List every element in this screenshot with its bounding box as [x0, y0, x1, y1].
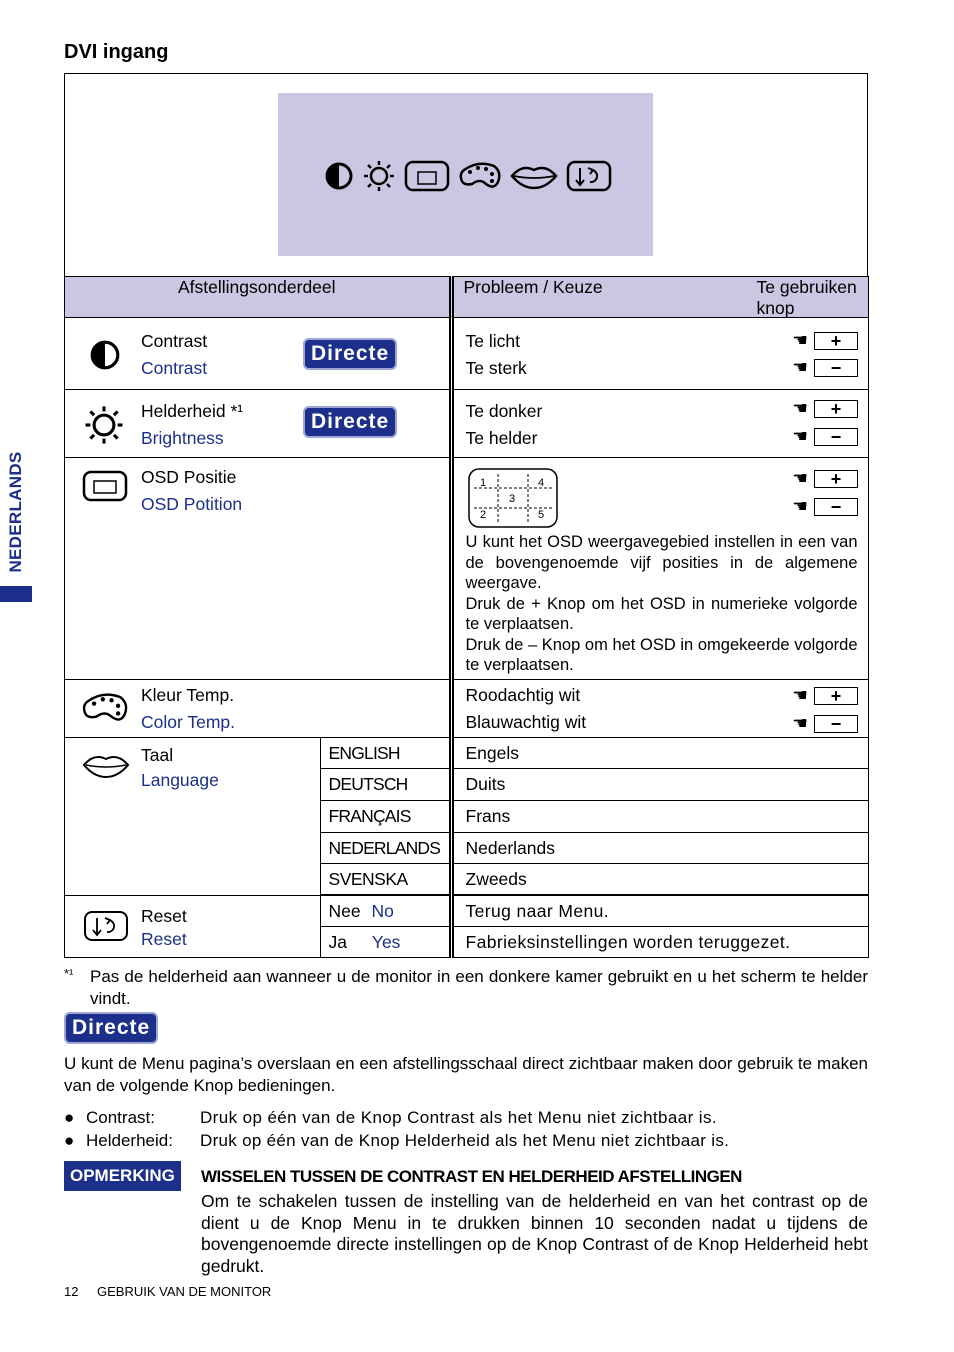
plus-button[interactable]: +	[814, 400, 858, 418]
language-option-nl: Zweeds	[451, 864, 869, 896]
pointing-hand-icon: ☚	[792, 426, 808, 446]
pointing-hand-icon: ☚	[792, 398, 808, 418]
language-option-nl: Engels	[451, 738, 869, 769]
direct-badge: Directe	[303, 338, 397, 370]
language-option-nl: Frans	[451, 801, 869, 833]
osd-description-minus: Druk de – Knop om het OSD in omgekeerde volgorde te verplaatsen.	[465, 635, 858, 674]
grid-pos-2: 2	[479, 509, 486, 521]
color-temp-icon	[81, 690, 129, 726]
pointing-hand-icon: ☚	[792, 685, 808, 705]
problem-text: Te licht	[465, 331, 520, 351]
osd-menu-preview	[278, 93, 653, 256]
side-tab-label: NEDERLANDS	[6, 451, 25, 573]
note-title: WISSELEN TUSSEN DE CONTRAST EN HELDERHEID AFSTELLINGEN	[201, 1167, 742, 1186]
problem-text: Te sterk	[465, 358, 527, 378]
reset-label-en: Reset	[141, 928, 187, 949]
brightness-problem-cell	[451, 390, 869, 458]
language-label-en: Language	[141, 770, 219, 790]
brightness-label-en: Brightness	[141, 428, 224, 448]
bullet-label: Contrast:	[86, 1108, 155, 1127]
contrast-problem-cell	[451, 318, 869, 390]
plus-button[interactable]: +	[814, 687, 858, 705]
footnote-text: Pas de helderheid aan wanneer u de monitor in een donkere kamer gebruikt en u het scherm te helder vindt.	[90, 967, 868, 1008]
reset-option-desc: Terug naar Menu.	[451, 895, 869, 927]
contrast-item-cell	[65, 318, 452, 390]
pointing-hand-icon: ☚	[792, 468, 808, 488]
grid-pos-3: 3	[508, 493, 515, 505]
table-row	[65, 318, 869, 390]
language-option[interactable]: SVENSKA	[320, 864, 451, 896]
grid-pos-5: 5	[537, 509, 544, 521]
plus-button[interactable]: +	[814, 470, 858, 488]
osd-item-cell	[65, 458, 452, 680]
language-icon	[81, 750, 131, 780]
language-option[interactable]: DEUTSCH	[320, 769, 451, 801]
pointing-hand-icon: ☚	[792, 330, 808, 350]
contrast-label-nl: Contrast	[141, 331, 208, 351]
language-icon	[510, 161, 558, 191]
grid-pos-4: 4	[537, 477, 544, 489]
footnote-mark: *¹	[64, 966, 74, 981]
reset-option-nl: Nee	[328, 900, 361, 921]
reset-option-yes[interactable]	[320, 927, 451, 958]
pointing-hand-icon: ☚	[792, 357, 808, 377]
reset-option-en: No	[371, 900, 394, 921]
bullet-list	[64, 1106, 729, 1152]
language-item-cell	[65, 738, 321, 896]
contrast-label-en: Contrast	[141, 358, 208, 378]
language-option[interactable]: NEDERLANDS	[320, 833, 451, 864]
pointing-hand-icon: ☚	[792, 496, 808, 516]
osd-problem-cell	[451, 458, 869, 680]
direct-badge: Directe	[303, 406, 397, 438]
minus-button[interactable]: −	[814, 715, 858, 733]
reset-icon	[81, 910, 131, 942]
osd-label-en: OSD Potition	[141, 494, 243, 514]
table-row	[65, 390, 869, 458]
table-row	[65, 738, 869, 769]
contrast-icon	[89, 339, 121, 371]
problem-text: Te helder	[465, 428, 538, 448]
bullet-text: Druk op één van de Knop Helderheid als het Menu niet zichtbaar is.	[200, 1131, 730, 1150]
brightness-item-cell	[65, 390, 452, 458]
section-title: DVI ingang	[64, 41, 169, 63]
osd-position-icon	[81, 470, 129, 502]
direct-paragraph: U kunt de Menu pagina’s overslaan en een afstellingsschaal direct zichtbaar maken door gebruik te maken van de volgende Knop bedieningen.	[64, 1054, 868, 1095]
reset-option-nl: Ja	[328, 931, 347, 952]
reset-option-desc: Fabrieksinstellingen worden teruggezet.	[451, 927, 869, 958]
problem-text: Te donker	[465, 401, 543, 421]
side-tab-marker	[0, 586, 32, 602]
bullet-text: Druk op één van de Knop Contrast als het Menu niet zichtbaar is.	[200, 1108, 717, 1127]
header-button: Te gebruiken knop	[756, 277, 857, 318]
table-row	[65, 680, 869, 738]
plus-button[interactable]: +	[814, 332, 858, 350]
language-option[interactable]: FRANÇAIS	[320, 801, 451, 833]
language-option[interactable]: ENGLISH	[320, 738, 451, 769]
note-badge: OPMERKING	[64, 1161, 181, 1191]
reset-option-no[interactable]	[320, 895, 451, 927]
minus-button[interactable]: −	[814, 359, 858, 377]
osd-description-plus: Druk de + Knop om het OSD in numerieke volgorde te verplaatsen.	[465, 594, 858, 633]
brightness-icon	[362, 159, 396, 193]
color-item-cell	[65, 680, 452, 738]
table-header-row	[65, 277, 869, 318]
grid-pos-1: 1	[479, 477, 486, 489]
problem-text: Roodachtig wit	[465, 685, 581, 705]
header-adjustment: Afstellingsonderdeel	[65, 277, 452, 318]
direct-badge: Directe	[64, 1012, 158, 1044]
osd-position-grid-icon	[468, 468, 558, 528]
page-number: 12	[64, 1284, 79, 1299]
minus-button[interactable]: −	[814, 498, 858, 516]
reset-icon	[566, 160, 612, 192]
list-item	[64, 1106, 729, 1129]
language-option-nl: Duits	[451, 769, 869, 801]
problem-text: Blauwachtig wit	[465, 712, 587, 732]
header-problem-button	[451, 277, 869, 318]
osd-position-icon	[404, 160, 450, 192]
brightness-label-nl: Helderheid *¹	[141, 401, 244, 421]
reset-item-cell	[65, 895, 321, 958]
note-text: Om te schakelen tussen de instelling van de helderheid en van het contrast op de dient u de Knop Menu in te drukken binnen 10 seconden nadat u tijdens de bovengenoemde directe instellingen op de Knop Contrast of de Knop Helderheid hebt gedrukt.	[201, 1191, 868, 1276]
bullet-label: Helderheid:	[86, 1131, 173, 1150]
table-row	[65, 895, 869, 927]
pointing-hand-icon: ☚	[792, 713, 808, 733]
bullet-icon: ●	[64, 1108, 75, 1127]
language-option-nl: Nederlands	[451, 833, 869, 864]
contrast-icon	[324, 161, 354, 191]
footer-title: GEBRUIK VAN DE MONITOR	[97, 1284, 272, 1299]
reset-label-nl: Reset	[141, 905, 187, 926]
osd-description: U kunt het OSD weergavegebied instellen in een van de bovengenoemde vijf posities in de algemene weergave.	[465, 533, 858, 592]
minus-button[interactable]: −	[814, 428, 858, 446]
brightness-icon	[83, 404, 125, 446]
reset-option-en: Yes	[371, 931, 401, 952]
color-label-en: Color Temp.	[141, 712, 236, 732]
header-problem: Probleem / Keuze	[463, 277, 603, 297]
table-row	[65, 458, 869, 680]
color-temp-icon	[458, 160, 502, 192]
adjustment-table	[64, 276, 869, 958]
color-label-nl: Kleur Temp.	[141, 685, 235, 705]
color-problem-cell	[451, 680, 869, 738]
bullet-icon: ●	[64, 1131, 75, 1150]
osd-label-nl: OSD Positie	[141, 467, 237, 487]
list-item	[64, 1129, 729, 1152]
language-label-nl: Taal	[141, 745, 174, 765]
